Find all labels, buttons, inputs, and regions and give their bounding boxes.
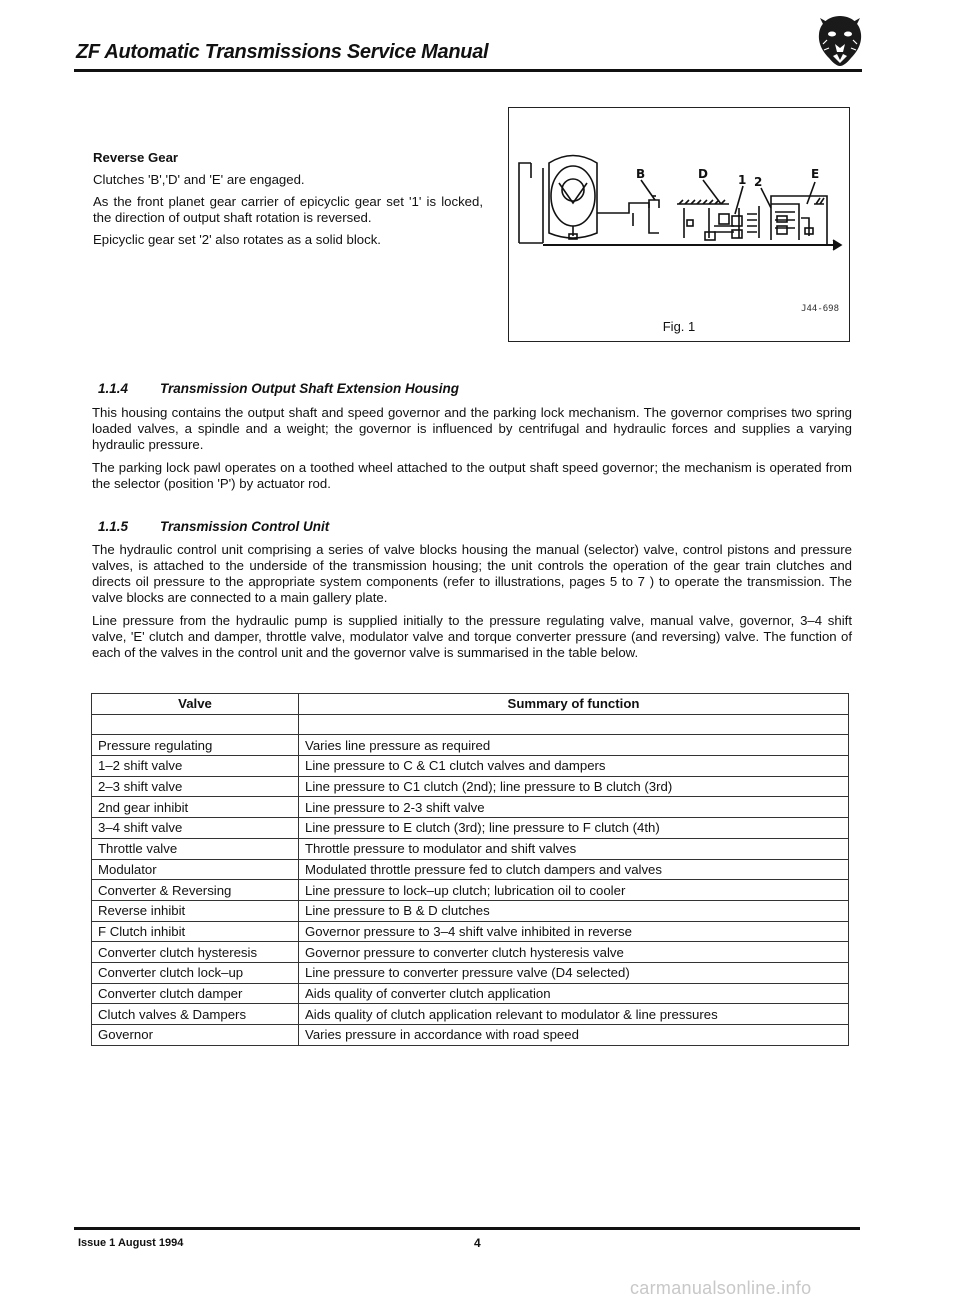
table-header-summary: Summary of function bbox=[299, 694, 849, 715]
reverse-gear-heading: Reverse Gear bbox=[93, 150, 179, 165]
section-114-heading bbox=[98, 381, 459, 396]
reverse-gear-p2: As the front planet gear carrier of epicyclic gear set '1' is locked, the direction of output shaft rotation is reversed. bbox=[93, 194, 483, 225]
section-114-number: 1.1.4 bbox=[98, 381, 129, 396]
valve-name-cell: Reverse inhibit bbox=[92, 900, 299, 921]
valve-function-cell: Line pressure to converter pressure valve (D4 selected) bbox=[299, 962, 849, 983]
reverse-gear-p1: Clutches 'B','D' and 'E' are engaged. bbox=[93, 172, 305, 187]
reverse-gear-p3: Epicyclic gear set '2' also rotates as a solid block. bbox=[93, 232, 381, 247]
table-row bbox=[92, 921, 849, 942]
valve-function-cell: Line pressure to C1 clutch (2nd); line pressure to B clutch (3rd) bbox=[299, 776, 849, 797]
valve-function-table bbox=[91, 693, 849, 1046]
figure-label-1: 1 bbox=[738, 173, 747, 187]
valve-function-cell: Varies pressure in accordance with road speed bbox=[299, 1025, 849, 1046]
figure-label-e: E bbox=[811, 167, 820, 181]
valve-function-cell: Throttle pressure to modulator and shift valves bbox=[299, 838, 849, 859]
section-115-heading bbox=[98, 519, 329, 534]
valve-function-cell: Aids quality of converter clutch application bbox=[299, 983, 849, 1004]
table-row bbox=[92, 818, 849, 839]
valve-name-cell: Pressure regulating bbox=[92, 735, 299, 756]
footer-issue-date: Issue 1 August 1994 bbox=[78, 1237, 184, 1249]
valve-function-cell: Line pressure to E clutch (3rd); line pressure to F clutch (4th) bbox=[299, 818, 849, 839]
valve-function-cell: Aids quality of clutch application relevant to modulator & line pressures bbox=[299, 1004, 849, 1025]
table-row bbox=[92, 776, 849, 797]
figure-label-b: B bbox=[636, 167, 646, 181]
section-114-p2: The parking lock pawl operates on a toothed wheel attached to the output shaft speed governor; the mechanism is operated from the selector (position 'P') by actuator rod. bbox=[92, 460, 852, 491]
valve-function-cell: Line pressure to B & D clutches bbox=[299, 900, 849, 921]
figure-caption: Fig. 1 bbox=[662, 319, 696, 334]
section-115-p1: The hydraulic control unit comprising a series of valve blocks housing the manual (selector) valve, control pistons and pressure valves, is attached to the underside of the transmission housing; the unit controls the operation of the gear train clutches and directs oil pressure to the appropriate system components (refer to illustrations, pages 5 to 7 ) to operate the transmission. The valve blocks are connected to a main gallery plate. bbox=[92, 542, 852, 605]
table-row bbox=[92, 797, 849, 818]
table-row bbox=[92, 756, 849, 777]
table-row bbox=[92, 735, 849, 756]
jaguar-head-logo-icon bbox=[815, 14, 865, 68]
valve-name-cell: F Clutch inhibit bbox=[92, 921, 299, 942]
section-114-body bbox=[92, 405, 852, 499]
table-row bbox=[92, 859, 849, 880]
valve-name-cell: Converter clutch damper bbox=[92, 983, 299, 1004]
valve-function-cell: Line pressure to 2-3 shift valve bbox=[299, 797, 849, 818]
table-row bbox=[92, 900, 849, 921]
table-spacer-row bbox=[92, 714, 849, 735]
figure-label-2: 2 bbox=[754, 175, 763, 189]
section-115-title: Transmission Control Unit bbox=[160, 519, 330, 534]
page-number: 4 bbox=[474, 1236, 481, 1250]
figure-1-frame bbox=[508, 107, 850, 342]
valve-name-cell: Governor bbox=[92, 1025, 299, 1046]
valve-name-cell: Throttle valve bbox=[92, 838, 299, 859]
section-115-number: 1.1.5 bbox=[98, 519, 129, 534]
table-header-row bbox=[92, 694, 849, 715]
valve-name-cell: Modulator bbox=[92, 859, 299, 880]
section-115-body bbox=[92, 542, 852, 668]
valve-name-cell: Clutch valves & Dampers bbox=[92, 1004, 299, 1025]
table-row bbox=[92, 962, 849, 983]
section-114-title: Transmission Output Shaft Extension Housing bbox=[160, 381, 460, 396]
table-row bbox=[92, 880, 849, 901]
table-row bbox=[92, 983, 849, 1004]
footer-divider bbox=[74, 1227, 860, 1230]
valve-function-cell: Line pressure to C & C1 clutch valves and dampers bbox=[299, 756, 849, 777]
valve-name-cell: Converter clutch hysteresis bbox=[92, 942, 299, 963]
valve-name-cell: 2nd gear inhibit bbox=[92, 797, 299, 818]
valve-name-cell: 3–4 shift valve bbox=[92, 818, 299, 839]
header-divider bbox=[74, 69, 862, 72]
figure-reference-code: J44-698 bbox=[801, 304, 839, 314]
table-row bbox=[92, 1025, 849, 1046]
valve-function-cell: Governor pressure to 3–4 shift valve inhibited in reverse bbox=[299, 921, 849, 942]
valve-function-cell: Governor pressure to converter clutch hysteresis valve bbox=[299, 942, 849, 963]
gear-train-schematic bbox=[509, 108, 849, 341]
table-header-valve: Valve bbox=[92, 694, 299, 715]
page-header-title: ZF Automatic Transmissions Service Manual bbox=[76, 41, 489, 63]
reverse-gear-section bbox=[93, 150, 483, 254]
section-114-p1: This housing contains the output shaft and speed governor and the parking lock mechanism. The governor comprises two spring loaded valves, a spindle and a weight; the governor is influenced by centrifugal and hydraulic forces and supplies a varying hydraulic pressure. bbox=[92, 405, 852, 452]
valve-name-cell: Converter clutch lock–up bbox=[92, 962, 299, 983]
section-115-p2: Line pressure from the hydraulic pump is supplied initially to the pressure regulating valve, manual valve, governor, 3–4 shift valve, 'E' clutch and damper, throttle valve, modulator valve and torque converter pressure (and reversing) valve. The function of each of the valves in the control unit and the governor valve is summarised in the table below. bbox=[92, 613, 852, 660]
table-row bbox=[92, 942, 849, 963]
valve-name-cell: 1–2 shift valve bbox=[92, 756, 299, 777]
figure-label-d: D bbox=[698, 167, 708, 181]
table-row bbox=[92, 838, 849, 859]
valve-function-cell: Modulated throttle pressure fed to clutch dampers and valves bbox=[299, 859, 849, 880]
valve-name-cell: Converter & Reversing bbox=[92, 880, 299, 901]
valve-name-cell: 2–3 shift valve bbox=[92, 776, 299, 797]
watermark-text: carmanualsonline.info bbox=[630, 1278, 812, 1298]
table-row bbox=[92, 1004, 849, 1025]
valve-function-cell: Varies line pressure as required bbox=[299, 735, 849, 756]
valve-function-cell: Line pressure to lock–up clutch; lubrication oil to cooler bbox=[299, 880, 849, 901]
